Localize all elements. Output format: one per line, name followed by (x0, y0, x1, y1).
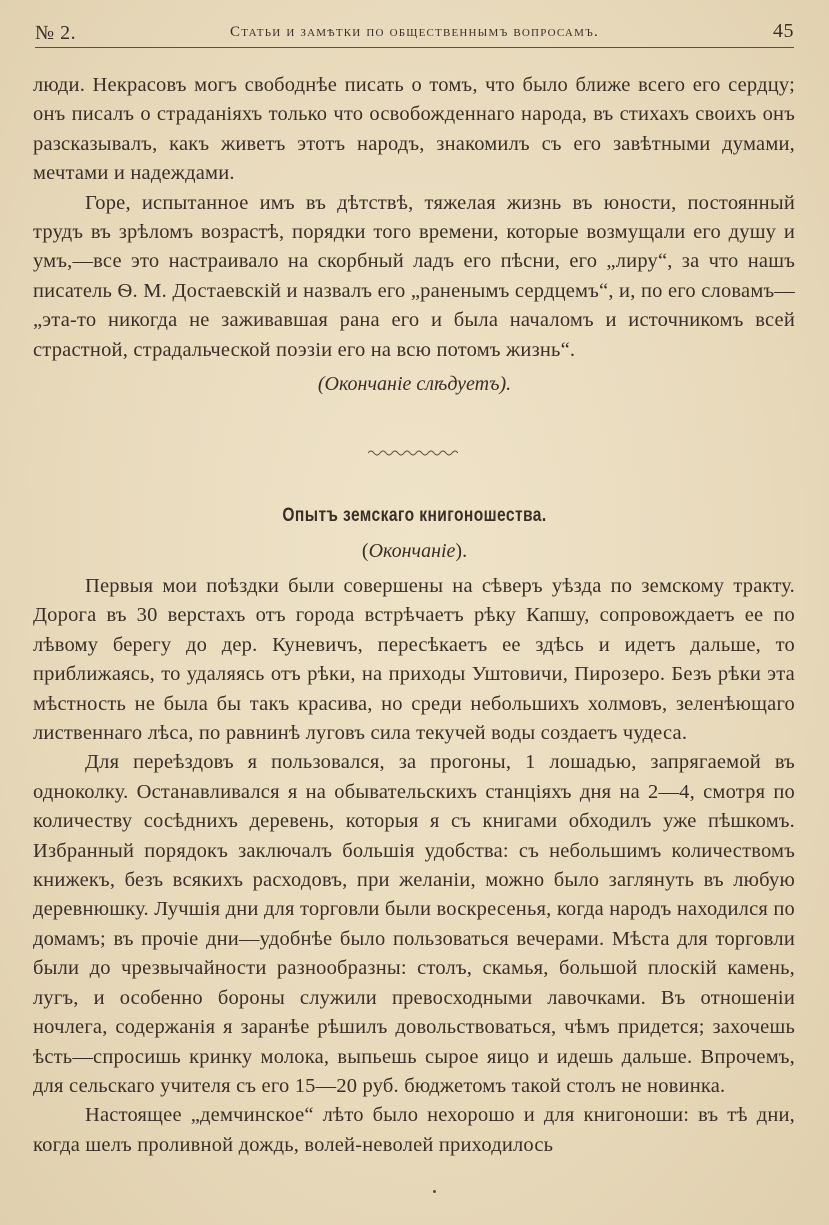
issue-number: № 2. (35, 22, 77, 44)
previous-article-ending (33, 71, 795, 365)
paragraph: Настоящее „демчинское“ лѣто было нехорошо и для книгоноши: въ тѣ дни, когда шелъ проливной дождь, волей-неволей приходилось (33, 1104, 795, 1156)
paragraph: Для переѣздовъ я пользовался, за прогоны, 1 лошадью, запрягаемой въ одноколку. Останавливался я на обывательскихъ станціяхъ дня на 2—4, смотря по количеству сосѣднихъ деревень, которыя я съ книгами обходилъ уже пѣшкомъ. Избранный порядокъ заключалъ большія удобства: съ небольшимъ количествомъ книжекъ, безъ всякихъ расходовъ, при желаніи, можно было заглянуть въ любую деревнюшку. Лучшія дни для торговли были воскресенья, когда народъ находился по домамъ; въ прочіе дни—удобнѣе было пользоваться вечерами. Мѣста для торговли были до чрезвычайности разнообразны: столъ, скамья, большой плоскій камень, лугъ, и особенно бороны служили превосходными лавочками. Въ отношеніи ночлега, содержанія я заранѣе рѣшилъ довольствоваться, чѣмъ придется; захочешь ѣсть—спросишь кринку молока, выпьешь сырое яицо и идешь дальше. Впрочемъ, для сельскаго учителя съ его 15—20 руб. бюджетомъ такой столъ не новинка. (33, 751, 795, 1097)
paragraph: Горе, испытанное имъ въ дѣтствѣ, тяжелая жизнь въ юности, постоянный трудъ въ зрѣломъ возрастѣ, порядки того времени, которые возмущали его душу и умъ,—все это настраивало на скорбный ладъ его пѣсни, его „лиру“, за что нашъ писатель Ѳ. М. Достаевскій и назвалъ его „раненымъ сердцемъ“, и, по его словамъ—„эта-то никогда не заживавшая рана его и была началомъ и источникомъ всей страстной, страдальческой поэзіи его на всю потомъ жизнь“. (33, 191, 795, 361)
section-title: Статьи и замѣтки по общественнымъ вопросамъ. (230, 24, 599, 40)
article-body (33, 572, 795, 1160)
print-speck (433, 1190, 436, 1193)
section-divider-ornament (368, 448, 458, 458)
continuation-note: (Окончаніе слѣдуетъ). (317, 373, 512, 395)
subtitle-text: Окончаніе (368, 540, 456, 562)
paragraph: люди. Некрасовъ могъ свободнѣе писать о томъ, что было ближе всего его сердцу; онъ писалъ о страданіяхъ только что освобожденнаго народа, въ стихахъ своихъ онъ разсказывалъ, какъ живетъ этотъ народъ, знакомилъ съ его завѣтными думами, мечтами и надеждами. (33, 74, 795, 185)
page-number: 45 (773, 20, 794, 42)
paragraph: Первыя мои поѣздки были совершены на сѣверъ уѣзда по земскому тракту. Дорога въ 30 верстахъ отъ города встрѣчаетъ рѣку Капшу, сопровождаетъ ее по лѣвому берегу до дер. Куневичъ, пересѣкаетъ ее здѣсь и идетъ дальше, то приближаясь, то удаляясь отъ рѣки, на приходы Уштовичи, Пирозеро. Безъ рѣки эта мѣстность не была бы такъ красива, но среди небольшихъ холмовъ, зеленѣющаго лиственнаго лѣса, по равнинѣ луговъ сила текучей воды создаетъ чудеса. (33, 575, 795, 745)
header-rule (35, 47, 794, 48)
running-header (35, 18, 794, 48)
article-title: Опытъ земскаго книгоношества. (282, 505, 547, 526)
article-subtitle: (Окончаніе). (361, 540, 468, 562)
